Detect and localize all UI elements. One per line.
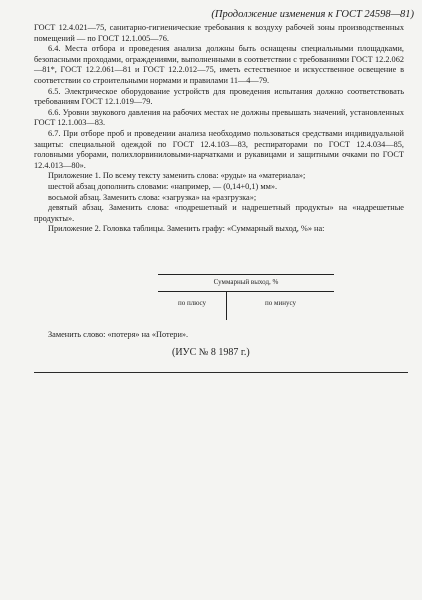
- paragraph-eighth-abzac: восьмой абзац. Заменить слова: «загрузка» на «разгрузка»;: [48, 192, 257, 202]
- bottom-rule: [34, 372, 408, 373]
- table-header-fragment: [158, 274, 334, 320]
- replace-word-line: Заменить слово: «потеря» на «Потери».: [48, 330, 189, 339]
- paragraph-6-6: 6.6. Уровни звукового давления на рабочих местах не должны превышать значений, установленных ГОСТ 12.1.003—83.: [34, 107, 404, 128]
- body-text: [34, 23, 404, 235]
- table-top-rule: [158, 274, 334, 275]
- paragraph-6-4: 6.4. Места отбора и проведения анализа должны быть оснащены специальными площадками, безопасными проходами, ограждениями, выполненными в соответствии с требованиями ГОСТ 12.2.062—81*, ГОСТ 12.2.061—81 и ГОСТ 12.2.012—75, иметь естественное и искусственное освещение в соответствии со строительными нормами и правилами 11—4—79.: [34, 44, 404, 85]
- paragraph-sixth-abzac: шестой абзац дополнить словами: «например, — (0,14+0,1) мм».: [48, 181, 278, 191]
- paragraph-gost-12-4-021: ГОСТ 12.4.021—75, санитарно-гигиенические требования к воздуху рабочей зоны производственных помещений — по ГОСТ 12.1.005—76.: [34, 23, 404, 43]
- paragraph-appendix-1: Приложение 1. По всему тексту заменить слова: «руды» на «материала»;: [48, 171, 306, 181]
- continuation-header: (Продолжение изменения к ГОСТ 24598—81): [211, 9, 414, 20]
- table-column-header: Суммарный выход, %: [213, 278, 279, 286]
- paragraph-ninth-abzac: девятый абзац. Заменить слова: «подрешетный и надрешетный продукты» на «надрешетные продукты».: [34, 203, 404, 223]
- table-subheader-plus: по плюсу: [178, 299, 206, 307]
- table-middle-rule: [158, 291, 334, 292]
- paragraph-appendix-2: Приложение 2. Головка таблицы. Заменить графу: «Суммарный выход, %» на:: [48, 224, 325, 234]
- paragraph-6-5: 6.5. Электрическое оборудование устройств для проведения испытания должно соответствовать требованиям ГОСТ 12.1.019—79.: [34, 86, 404, 107]
- table-subheader-minus: по минусу: [265, 299, 296, 307]
- issue-reference: (ИУС № 8 1987 г.): [172, 347, 250, 358]
- paragraph-6-7: 6.7. При отборе проб и проведении анализа необходимо пользоваться средствами индивидуальной защиты: специальной одеждой по ГОСТ 12.4.103—83, респираторами по ГОСТ 12.4.034—85, головными уборами, полихлорвиниловыми-нарчатками и рукавицами и защитными очками по ГОСТ 12.4.013—80».: [34, 128, 404, 170]
